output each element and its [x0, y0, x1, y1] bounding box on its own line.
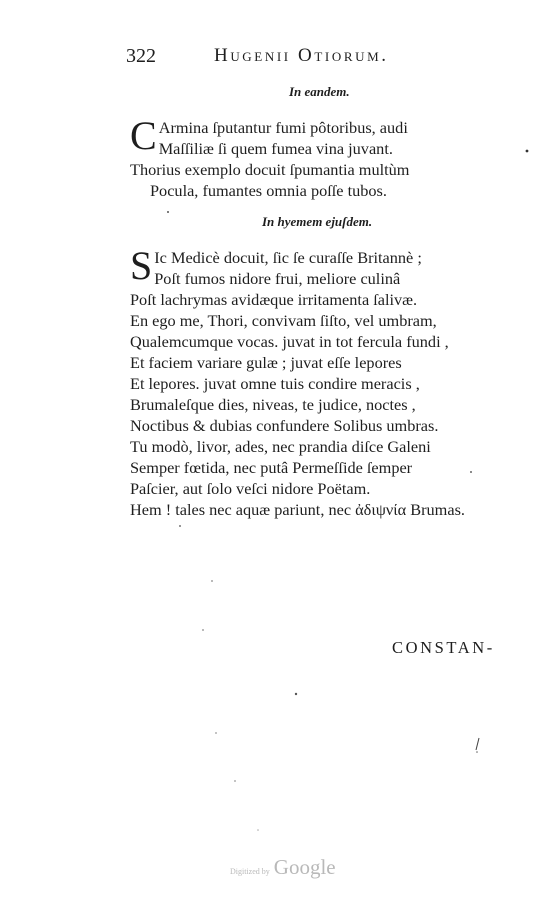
poem-heading-in-hyemem: In hyemem ejuſdem.: [262, 214, 373, 229]
verse-line: Brumaleſque dies, niveas, te judice, noctes ,: [130, 395, 416, 414]
verse-line: Hem ! tales nec aquæ pariunt, nec ἀδιψνία Brumas.: [130, 500, 465, 519]
verse-line: Paſcier, aut ſolo veſci nidore Poëtam.: [130, 479, 371, 498]
verse-line: Semper fœtida, nec putâ Permeſſide ſemper: [130, 458, 413, 477]
verse-line: Ic Medicè docuit, ſic ſe curaſſe Britannè ;: [154, 248, 422, 267]
verse-line: Et lepores. juvat omne tuis condire meracis ,: [130, 374, 420, 393]
verse-line: Thorius exemplo docuit ſpumantia multùm: [130, 160, 410, 179]
running-title: Hugenii Otiorum.: [214, 45, 389, 66]
verse-line: Pocula, fumantes omnia poſſe tubos.: [150, 181, 387, 200]
verse-line: Poſt fumos nidore frui, meliore culinâ: [154, 269, 401, 288]
verse-line: Poſt lachrymas avidæque irritamenta ſalivæ.: [130, 290, 418, 309]
verse-line: Maſſiliæ ſi quem fumea vina juvant.: [158, 139, 393, 158]
google-logo: Google: [273, 855, 336, 879]
verse-line: Qualemcumque vocas. juvat in tot fercula fundi ,: [130, 332, 449, 351]
verse-line: En ego me, Thori, convivam ſiſto, vel umbram,: [130, 311, 437, 330]
drop-cap-initial: S: [130, 243, 153, 288]
verse-line: Tu modò, livor, ades, nec prandia diſce Galeni: [130, 437, 431, 456]
digitized-by-google-watermark: [230, 852, 360, 882]
poem-heading-in-eandem: In eandem.: [289, 84, 350, 99]
verse-line: Et faciem variare gulæ ; juvat eſſe lepores: [130, 353, 402, 372]
watermark-digitized-text: Digitized by: [230, 867, 270, 876]
verse-line: Armina ſputantur fumi pôtoribus, audi: [158, 118, 408, 137]
catchword: CONSTAN-: [392, 638, 495, 657]
verse-line: Noctibus & dubias confundere Solibus umbras.: [130, 416, 439, 435]
drop-cap-initial: C: [130, 113, 157, 158]
page-number: 322: [126, 45, 156, 67]
